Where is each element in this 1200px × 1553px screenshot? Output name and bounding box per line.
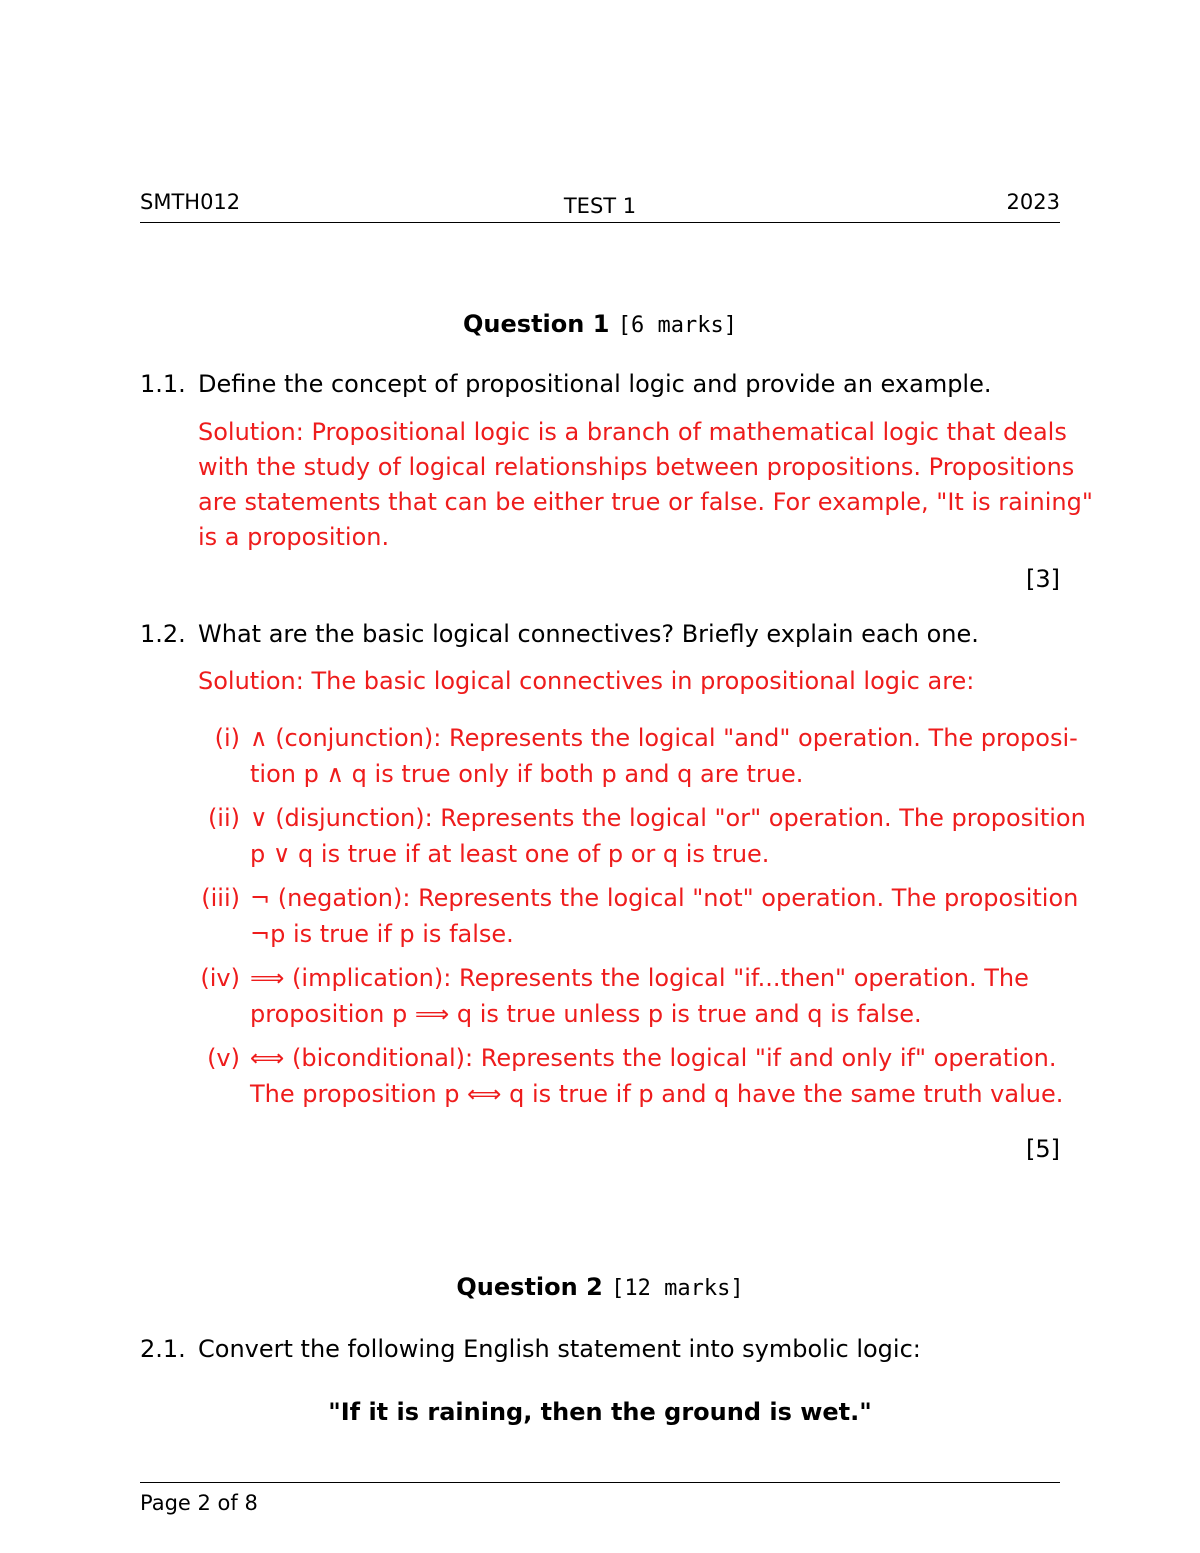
statement-quote: "If it is raining, then the ground is wet." — [328, 1398, 872, 1426]
page-footer — [140, 1482, 1060, 1515]
question-2-title — [140, 1273, 1060, 1301]
question-2-label: Question 2 — [456, 1273, 603, 1301]
course-code: SMTH012 — [140, 190, 241, 214]
item-label: (iii) — [201, 884, 240, 912]
solution-line: Solution: Propositional logic is a branch of mathematical logic that deals — [198, 418, 1067, 446]
part-2-1-question: Convert the following English statement into symbolic logic: — [198, 1335, 921, 1363]
question-2-marks: [12 marks] — [611, 1276, 744, 1301]
part-1-1-marks: [3] — [1026, 565, 1060, 593]
item-text: The proposition p ⟺ q is true if p and q have the same truth value. — [250, 1080, 1064, 1108]
item-text: tion p ∧ q is true only if both p and q are true. — [250, 760, 804, 788]
part-1-1-question: Define the concept of propositional logic and provide an example. — [198, 370, 992, 398]
question-1-title — [140, 310, 1060, 338]
item-text: ¬p is true if p is false. — [250, 920, 514, 948]
page-number: Page 2 of 8 — [140, 1491, 258, 1515]
question-1-label: Question 1 — [463, 310, 610, 338]
solution-line: is a proposition. — [198, 523, 390, 551]
part-1-2-marks: [5] — [1026, 1135, 1060, 1163]
solution-line: with the study of logical relationships between propositions. Propositions — [198, 453, 1075, 481]
item-text: ¬ (negation): Represents the logical "not" operation. The proposition — [250, 884, 1079, 912]
page-header — [140, 190, 1060, 223]
item-text: ∧ (conjunction): Represents the logical "and" operation. The proposi- — [250, 724, 1078, 752]
question-1-marks: [6 marks] — [617, 313, 737, 338]
part-1-2-solution-intro: Solution: The basic logical connectives in propositional logic are: — [198, 667, 975, 695]
item-text: ⟹ (implication): Represents the logical "if...then" operation. The — [250, 964, 1029, 992]
item-text: proposition p ⟹ q is true unless p is true and q is false. — [250, 1000, 922, 1028]
part-1-1-solution — [198, 415, 1093, 555]
item-text: p ∨ q is true if at least one of p or q is true. — [250, 840, 770, 868]
test-year: 2023 — [1006, 190, 1060, 214]
part-2-1-number: 2.1. — [140, 1335, 186, 1363]
connective-item — [198, 1040, 1064, 1112]
item-label: (i) — [214, 724, 240, 752]
part-1-1-number: 1.1. — [140, 370, 186, 398]
item-text: ⟺ (biconditional): Represents the logical "if and only if" operation. — [250, 1044, 1057, 1072]
item-label: (iv) — [200, 964, 240, 992]
connective-item — [198, 800, 1086, 872]
solution-line: are statements that can be either true or false. For example, "It is raining" — [198, 488, 1093, 516]
part-1-2-question: What are the basic logical connectives? Briefly explain each one. — [198, 620, 979, 648]
test-title: TEST 1 — [563, 194, 637, 218]
connective-item — [198, 960, 1060, 1032]
item-label: (ii) — [207, 804, 240, 832]
connective-item — [198, 880, 1079, 952]
item-label: (v) — [207, 1044, 240, 1072]
item-text: ∨ (disjunction): Represents the logical "or" operation. The proposition — [250, 804, 1086, 832]
part-1-2-number: 1.2. — [140, 620, 186, 648]
connective-item — [198, 720, 1078, 792]
